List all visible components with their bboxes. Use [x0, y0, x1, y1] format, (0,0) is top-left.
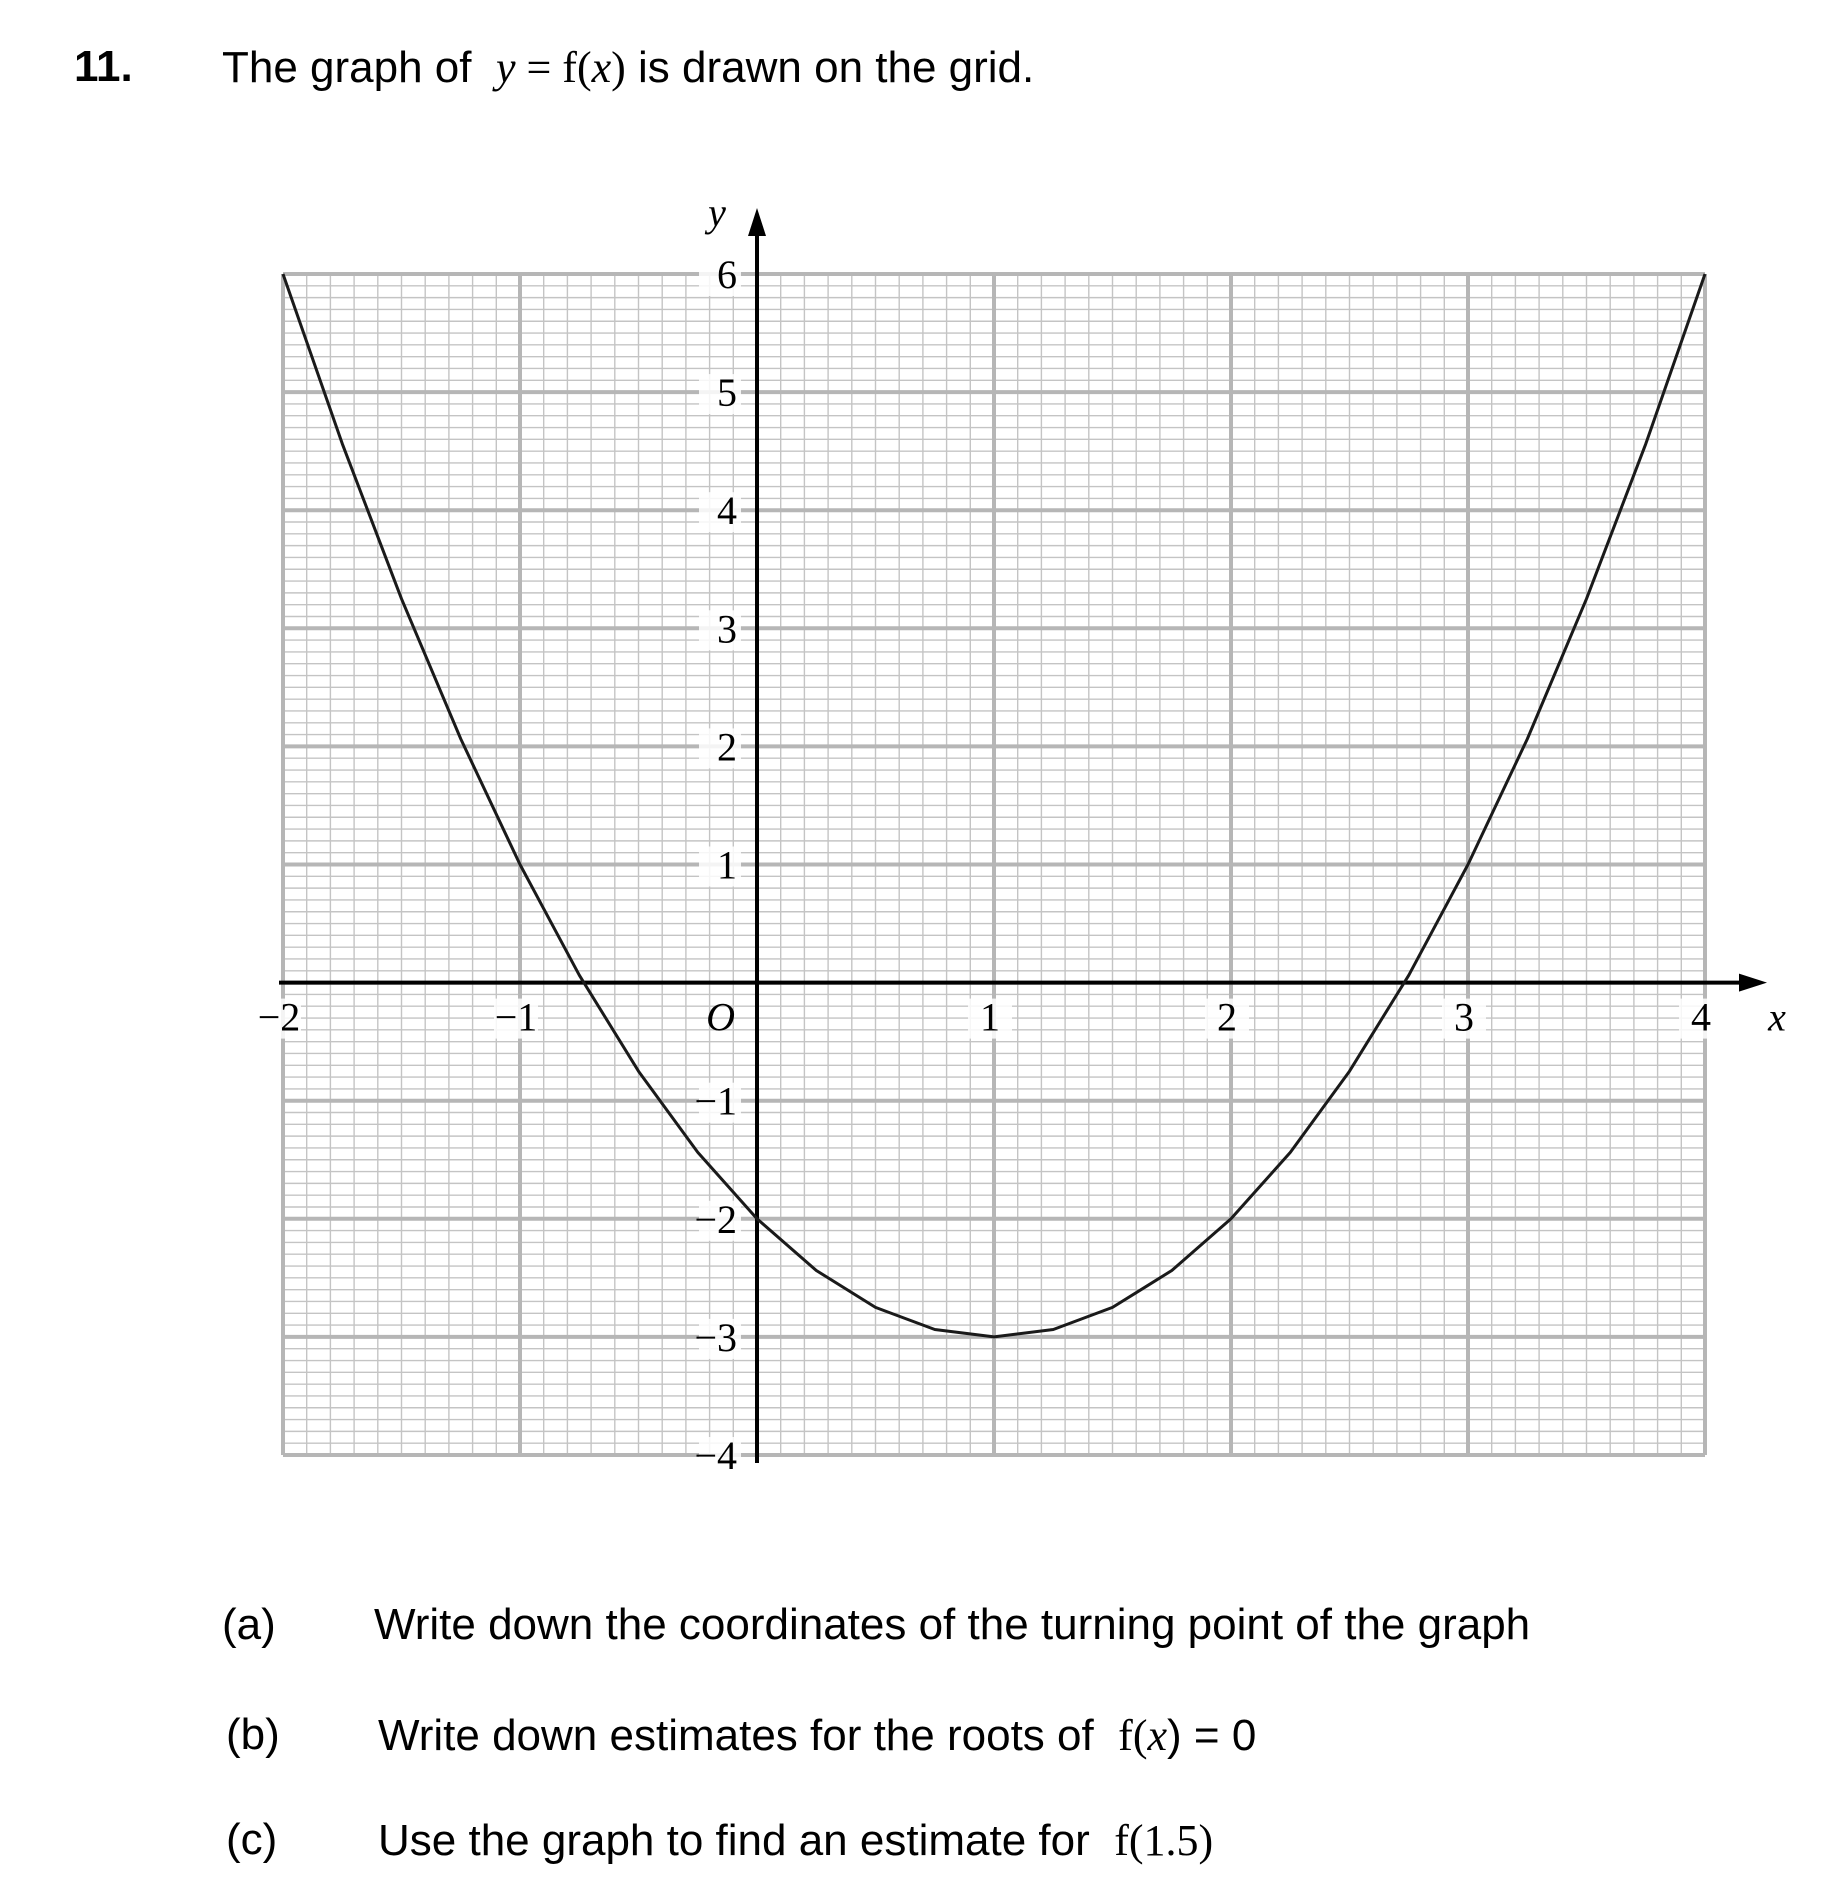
y-tick-label: 4 [717, 488, 737, 534]
x-tick-label: −1 [494, 994, 538, 1040]
part-b-math-var: x [1147, 1711, 1168, 1760]
part-a-label: (a) [222, 1600, 276, 1649]
x-axis-arrowhead [1739, 974, 1767, 992]
part-b-label: (b) [226, 1710, 280, 1759]
x-tick-label: −2 [257, 994, 301, 1040]
y-axis-label: y [708, 190, 726, 235]
equation-x: x [591, 43, 612, 92]
part-b-math-post: ) = 0 [1167, 1711, 1257, 1760]
x-tick-label: 1 [980, 994, 1000, 1040]
part-c-math: f(1.5) [1114, 1816, 1214, 1865]
y-tick-label: −3 [694, 1314, 737, 1360]
y-tick-label: 2 [717, 724, 737, 770]
question-suffix: is drawn on the grid. [638, 43, 1035, 92]
y-tick-label: 1 [717, 842, 737, 888]
origin-label: O [706, 994, 735, 1040]
y-tick-label: −2 [694, 1196, 737, 1242]
y-tick-label: 5 [717, 370, 737, 416]
x-tick-label: 3 [1454, 994, 1474, 1040]
y-tick-label: −4 [694, 1433, 737, 1478]
part-c-sentence: Use the graph to find an estimate for [378, 1816, 1090, 1865]
x-tick-label: 2 [1217, 994, 1237, 1040]
part-b-text [378, 1710, 1256, 1761]
x-tick-label: 4 [1691, 994, 1711, 1040]
y-tick-label: −1 [694, 1078, 737, 1124]
equation-close: ) [611, 43, 626, 92]
part-c-text [378, 1815, 1213, 1866]
question-prefix: The graph of [222, 43, 472, 92]
axis-labels [258, 190, 1786, 1478]
part-b-sentence: Write down estimates for the roots of [378, 1711, 1094, 1760]
question-number: 11. [74, 42, 133, 91]
part-a-text: Write down the coordinates of the turning point of the graph [374, 1600, 1531, 1649]
x-axis-label: x [1768, 994, 1786, 1040]
axes [279, 208, 1767, 1463]
part-b-math-pre: f( [1118, 1711, 1148, 1760]
y-tick-label: 6 [717, 252, 737, 297]
y-tick-label: 3 [717, 606, 737, 652]
equation-y: y [495, 43, 516, 92]
part-c-label: (c) [226, 1815, 278, 1864]
equation-mid: = f( [515, 43, 592, 92]
y-axis-arrowhead [748, 208, 766, 236]
